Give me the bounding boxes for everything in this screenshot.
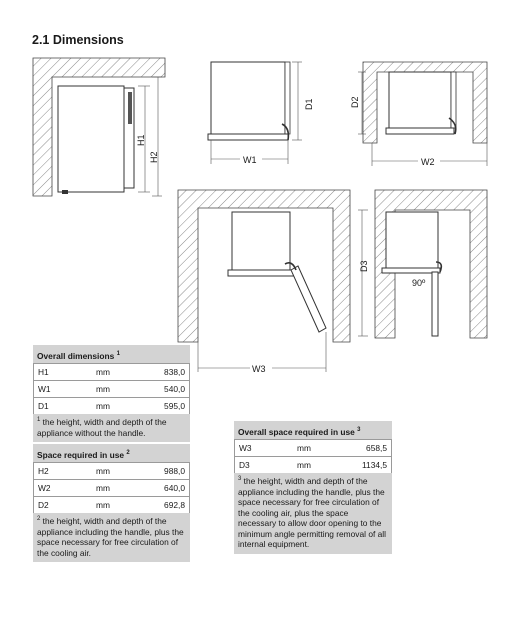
overall-space-title: Overall space required in use $^3$ <box>234 421 392 439</box>
label-w2: W2 <box>421 157 435 167</box>
overall-dimensions-note: $^1$ the height, width and depth of the appliance without the handle. <box>33 414 190 442</box>
top-view-in-niche-drawing <box>358 62 487 166</box>
label-d3: D3 <box>359 260 369 272</box>
space-required-note: $^2$ the height, width and depth of the appliance including the handle, plus the space necessary for free circulation of the cooling air. <box>33 513 190 562</box>
label-d2: D2 <box>350 96 360 108</box>
overall-space-note: $^3$ the height, width and depth of the appliance including the handle, plus the space necessary for free circulation of the cooling air, plus the space necessary to allow door opening to the minimum angle permitting removal of all internal equipment. <box>234 473 392 554</box>
space-required-table <box>33 444 190 562</box>
label-h2: H2 <box>149 151 159 163</box>
table-row: W2 mm 640,0 <box>33 479 190 496</box>
label-angle: 90º <box>412 278 426 288</box>
table-row: H2 mm 988,0 <box>33 462 190 479</box>
overall-dimensions-title: Overall dimensions $^1$ <box>33 345 190 363</box>
door-open-drawing <box>178 190 350 372</box>
space-required-title: Space required in use $^2$ <box>33 444 190 462</box>
overall-dimensions-table <box>33 345 190 442</box>
table-row: D1 mm 595,0 <box>33 397 190 414</box>
label-w1: W1 <box>243 155 257 165</box>
overall-space-table <box>234 421 392 554</box>
side-view-drawing <box>33 58 165 196</box>
table-row: W1 mm 540,0 <box>33 380 190 397</box>
door-90-drawing <box>358 190 487 338</box>
label-d1: D1 <box>304 98 314 110</box>
label-w3: W3 <box>252 364 266 374</box>
table-row: H1 mm 838,0 <box>33 363 190 380</box>
table-row: D3 mm 1134,5 <box>234 456 392 473</box>
table-row: D2 mm 692,8 <box>33 496 190 513</box>
table-row: W3 mm 658,5 <box>234 439 392 456</box>
label-h1: H1 <box>136 134 146 146</box>
top-view-drawing <box>208 62 302 164</box>
section-title: 2.1 Dimensions <box>32 33 124 47</box>
